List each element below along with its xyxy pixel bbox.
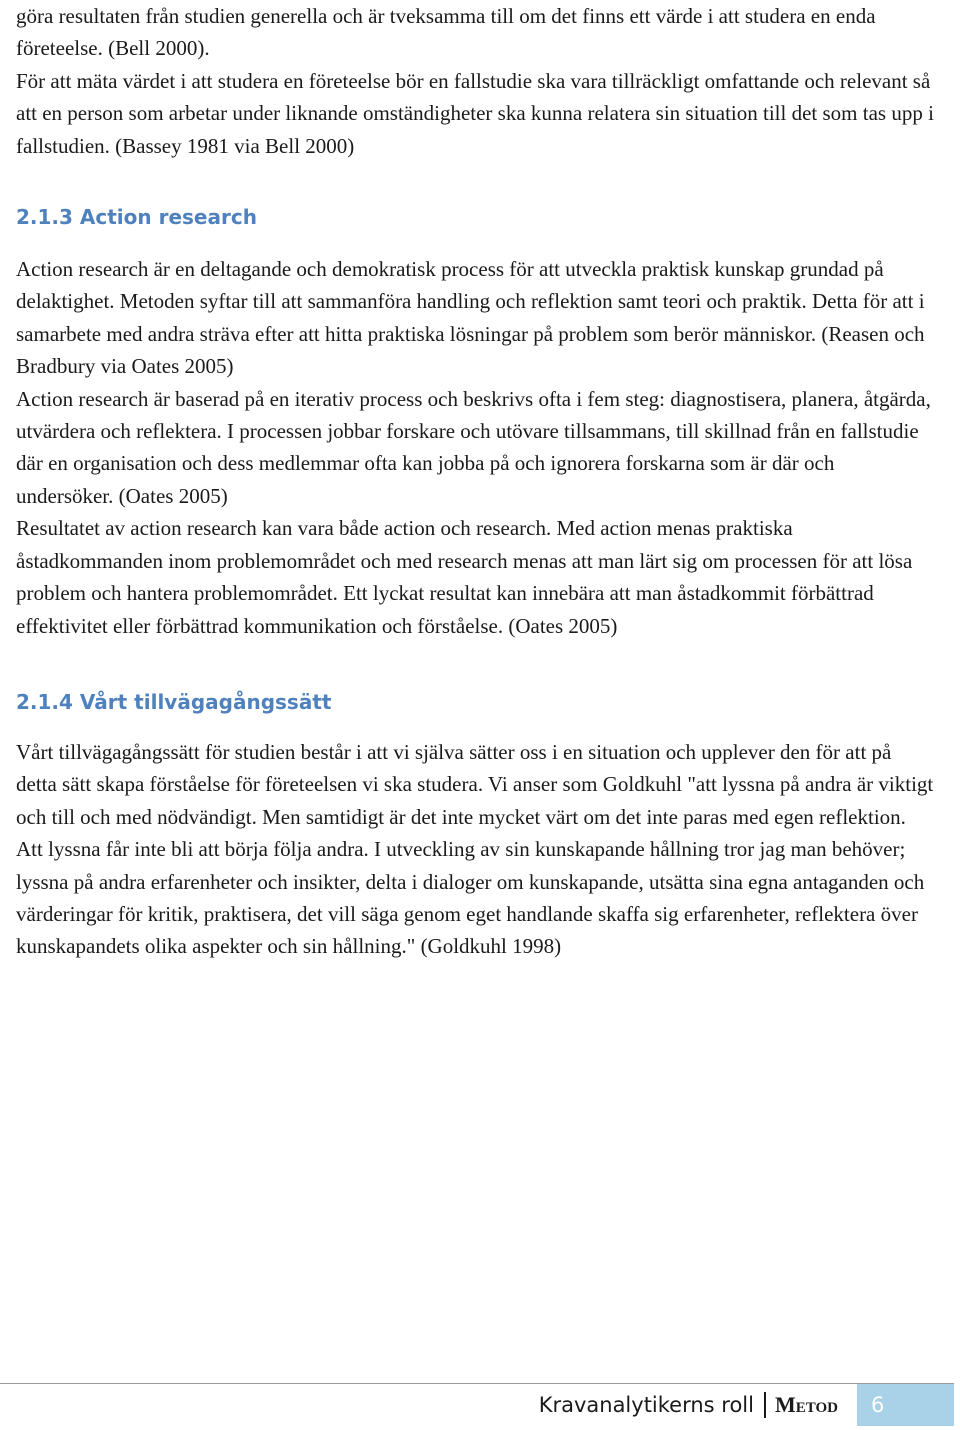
- paragraph-action-research-definition: Action research är en deltagande och demokratisk process för att utveckla praktisk kunskap grundad på delaktighet. Metoden syftar till att sammanföra handling och reflektion samt teori och praktik. Detta för att i samarbete med andra sträva efter att hitta praktiska lösningar på problem som berör människor. (Reasen och Bradbury via Oates 2005): [16, 257, 925, 379]
- footer-label: [539, 1388, 838, 1422]
- paragraph-goldkuhl: Vårt tillvägagångssätt för studien består i att vi själva sätter oss i en situation och upplever den för att på detta sätt skapa förståelse för företeelsen vi ska studera. Vi anser som Goldkuhl "att lyssna på andra är viktigt och till och med nödvändigt. Men samtidigt är det inte mycket värt om det inte paras med egen reflektion. Att lyssna får inte bli att börja följa andra. I utveckling av sin kunskapande hållning tror jag man behöver; lyssna på andra erfarenheter och insikter, delta i dialoger om kunskapande, utsätta sina egna antaganden och värderingar för kritik, praktisera, det vill säga genom eget handlande skaffa sig erfarenheter, reflektera över kunskapandets olika aspekter och sin hållning." (Goldkuhl 1998): [16, 739, 934, 959]
- document-page: [16, 0, 936, 963]
- footer-section-name: Metod: [774, 1392, 838, 1417]
- footer-separator: [764, 1392, 766, 1418]
- page-number: 6: [871, 1393, 885, 1417]
- section-heading-approach: 2.1.4 Vårt tillvägagångssätt: [16, 689, 332, 714]
- section-heading-action-research: 2.1.3 Action research: [16, 205, 257, 230]
- paragraph-results: Resultatet av action research kan vara både action och research. Med action menas praktiska åstadkommanden inom problemområdet och med research menas att man lärt sig om processen för att lösa problem och hantera problemområdet. Ett lyckat resultat kan innebära att man åstadkommit förbättrad effektivitet eller förbättrad kommunikation och förståelse. (Oates 2005): [16, 516, 913, 638]
- paragraph-iterative-process: Action research är baserad på en iterativ process och beskrivs ofta i fem steg: diagnostisera, planera, åtgärda, utvärdera och reflektera. I processen jobbar forskare och utövare tillsammans, till skillnad från en fallstudie där en organisation och dess medlemmar ofta kan jobba på och ignorera forskarna som är där och undersöker. (Oates 2005): [16, 386, 931, 508]
- paragraph-bassey: För att mäta värdet i att studera en företeelse bör en fallstudie ska vara tillräckligt omfattande och relevant så att en person som arbetar under liknande omständigheter ska kunna relatera sin situation till det som tas upp i fallstudien. (Bassey 1981 via Bell 2000): [16, 68, 934, 158]
- paragraph-bell-intro: göra resultaten från studien generella och är tveksamma till om det finns ett värde i att studera en enda företeelse. (Bell 2000).: [16, 4, 876, 61]
- page-footer: [0, 1384, 954, 1426]
- footer-document-title: Kravanalytikerns roll: [538, 1393, 754, 1417]
- page-number-box: [857, 1384, 954, 1426]
